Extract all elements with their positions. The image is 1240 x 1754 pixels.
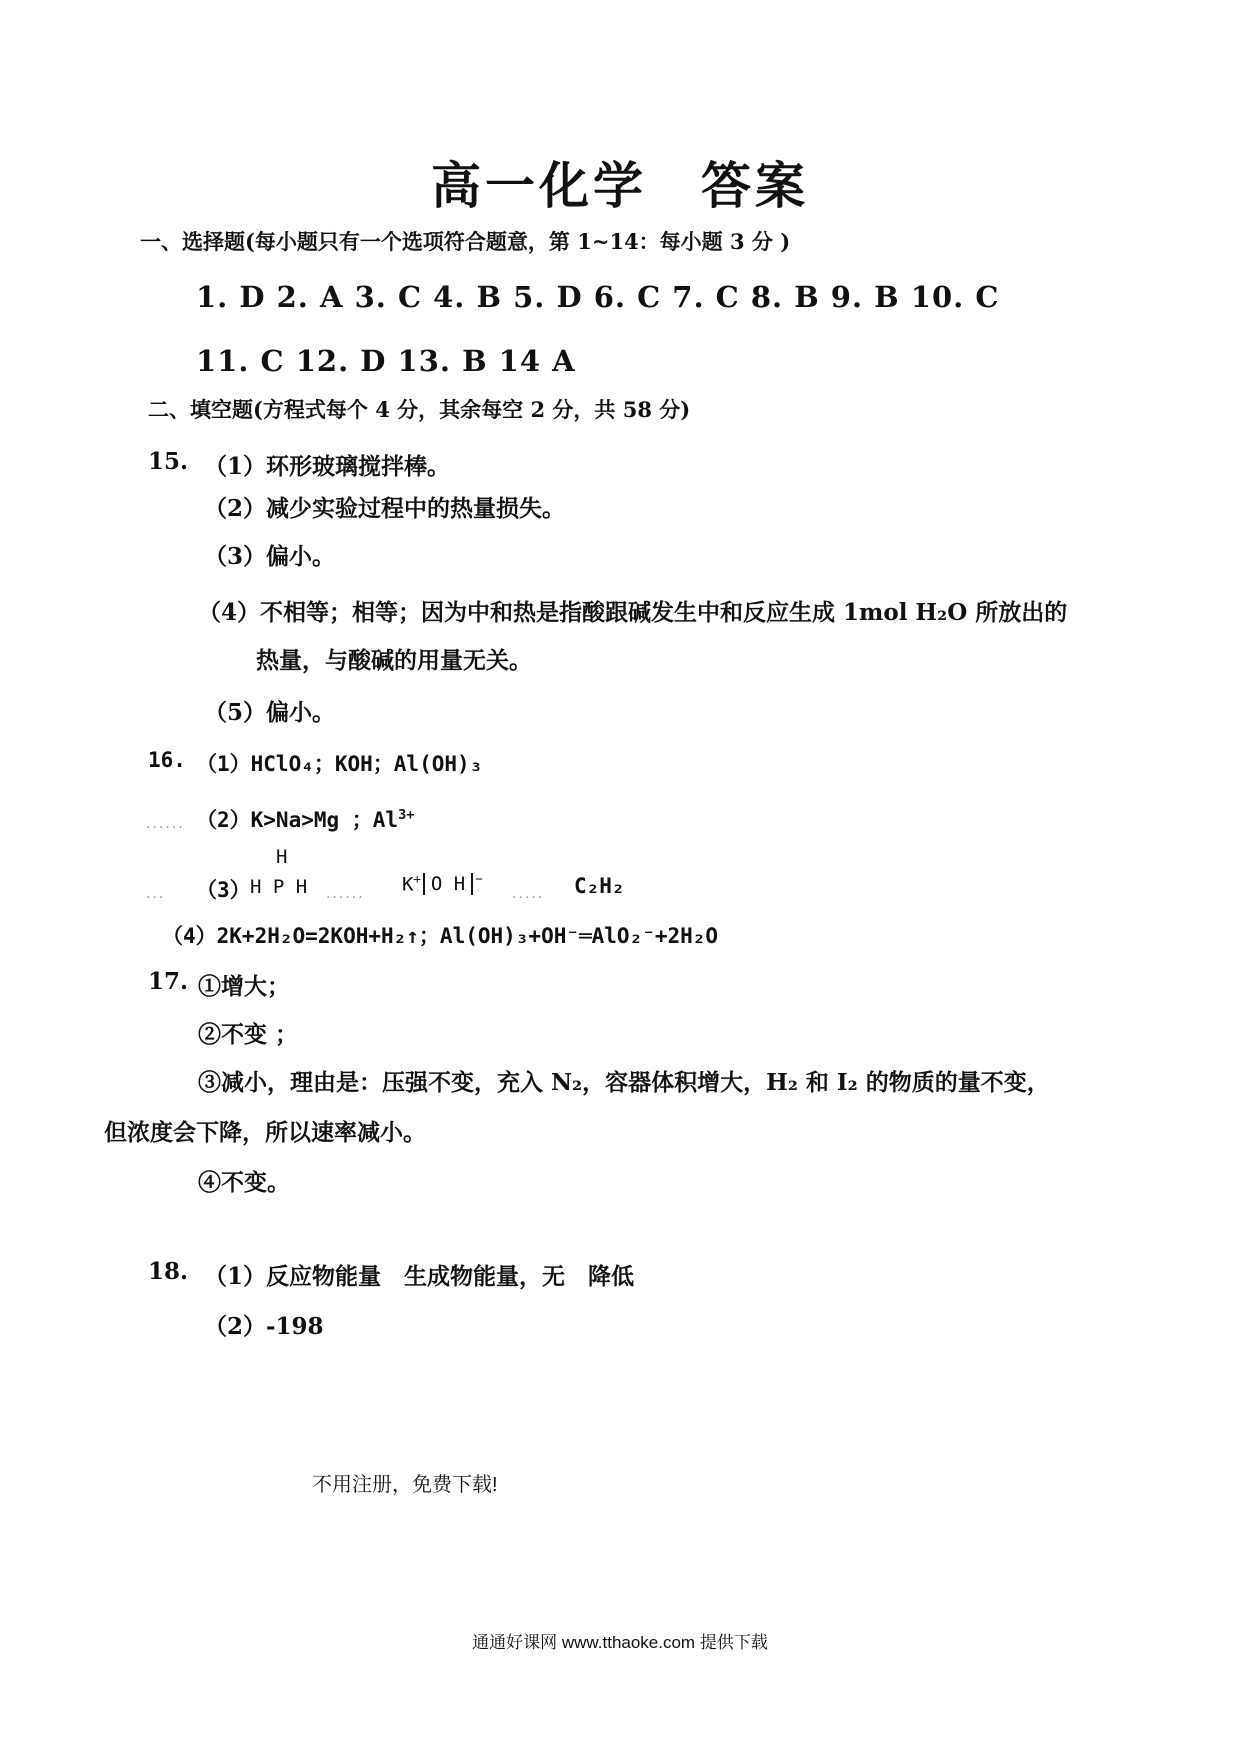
page-title: 高一化学 答案 — [431, 156, 809, 215]
q17-number: 17. — [148, 968, 189, 995]
q16-answer-2-charge: 3+ — [398, 807, 415, 823]
q18-number: 18. — [148, 1258, 189, 1285]
q15-number: 15. — [148, 448, 189, 475]
q18-answer-1: （1）反应物能量 生成物能量，无 降低 — [204, 1263, 635, 1290]
q15-answer-4-line-2: 热量，与酸碱的用量无关。 — [256, 647, 532, 674]
q16-answer-3-c2h2: C₂H₂ — [574, 874, 625, 898]
q15-answer-5: （5）偏小。 — [204, 699, 336, 726]
leader-dots: ...... — [326, 886, 365, 902]
hydroxide-charge: − — [475, 872, 483, 886]
lewis-ph3-formula: H P H — [250, 876, 308, 898]
lewis-koh-formula — [402, 872, 483, 895]
potassium-charge: + — [413, 872, 421, 886]
leader-dots: ..... — [512, 886, 545, 902]
section-2-header: 二、填空题(方程式每个 4 分，其余每空 2 分，共 58 分) — [148, 397, 691, 422]
leader-dots: ... — [146, 886, 166, 902]
q16-answer-2-text: （2）K>Na>Mg ；Al — [196, 808, 399, 832]
q17-answer-3-line-1: ③减小，理由是：压强不变，充入 N₂，容器体积增大，H₂ 和 I₂ 的物质的量不变， — [198, 1069, 1050, 1096]
lewis-h-top: H — [276, 846, 288, 868]
q16-answer-2 — [196, 804, 415, 834]
q16-answer-1: （1）HClO₄；KOH；Al(OH)₃ — [196, 752, 483, 776]
q17-answer-3-line-2: 但浓度会下降，所以速率减小。 — [104, 1119, 426, 1146]
q15-answer-1: （1）环形玻璃搅拌棒。 — [204, 453, 451, 480]
q18-answer-2: （2）-198 — [204, 1313, 324, 1340]
q15-answer-4-line-1: （4）不相等；相等；因为中和热是指酸跟碱发生中和反应生成 1mol H₂O 所放出的 — [198, 599, 1068, 626]
q16-answer-3-label: （3） — [196, 878, 251, 902]
leader-dots: ...... — [146, 816, 185, 832]
q16-number: 16. — [148, 748, 186, 772]
q17-answer-2: ②不变 ； — [198, 1021, 299, 1048]
hydroxide-symbol: O H — [430, 873, 466, 896]
choice-answers-row-1: 1. D 2. A 3. C 4. B 5. D 6. C 7. C 8. B 9. B 10. C — [196, 280, 1000, 314]
page-footer: 通通好课网 www.tthaoke.com 提供下载 — [472, 1633, 768, 1652]
choice-answers-row-2: 11. C 12. D 13. B 14 A — [196, 344, 576, 378]
download-note: 不用注册，免费下载! — [312, 1474, 498, 1496]
q17-answer-1: ①增大； — [198, 973, 290, 1000]
q17-answer-4: ④不变。 — [198, 1169, 290, 1196]
section-1-header: 一、选择题(每小题只有一个选项符合题意，第 1~14：每小题 3 分 ) — [140, 229, 791, 254]
q15-answer-2: （2）减少实验过程中的热量损失。 — [204, 495, 566, 522]
q16-answer-4: （4）2K+2H₂O=2KOH+H₂↑；Al(OH)₃+OH⁻═AlO₂⁻+2H₂O — [162, 924, 719, 948]
hydroxide-bracket — [423, 873, 473, 895]
q15-answer-3: （3）偏小。 — [204, 543, 336, 570]
potassium-symbol: K — [402, 873, 414, 896]
